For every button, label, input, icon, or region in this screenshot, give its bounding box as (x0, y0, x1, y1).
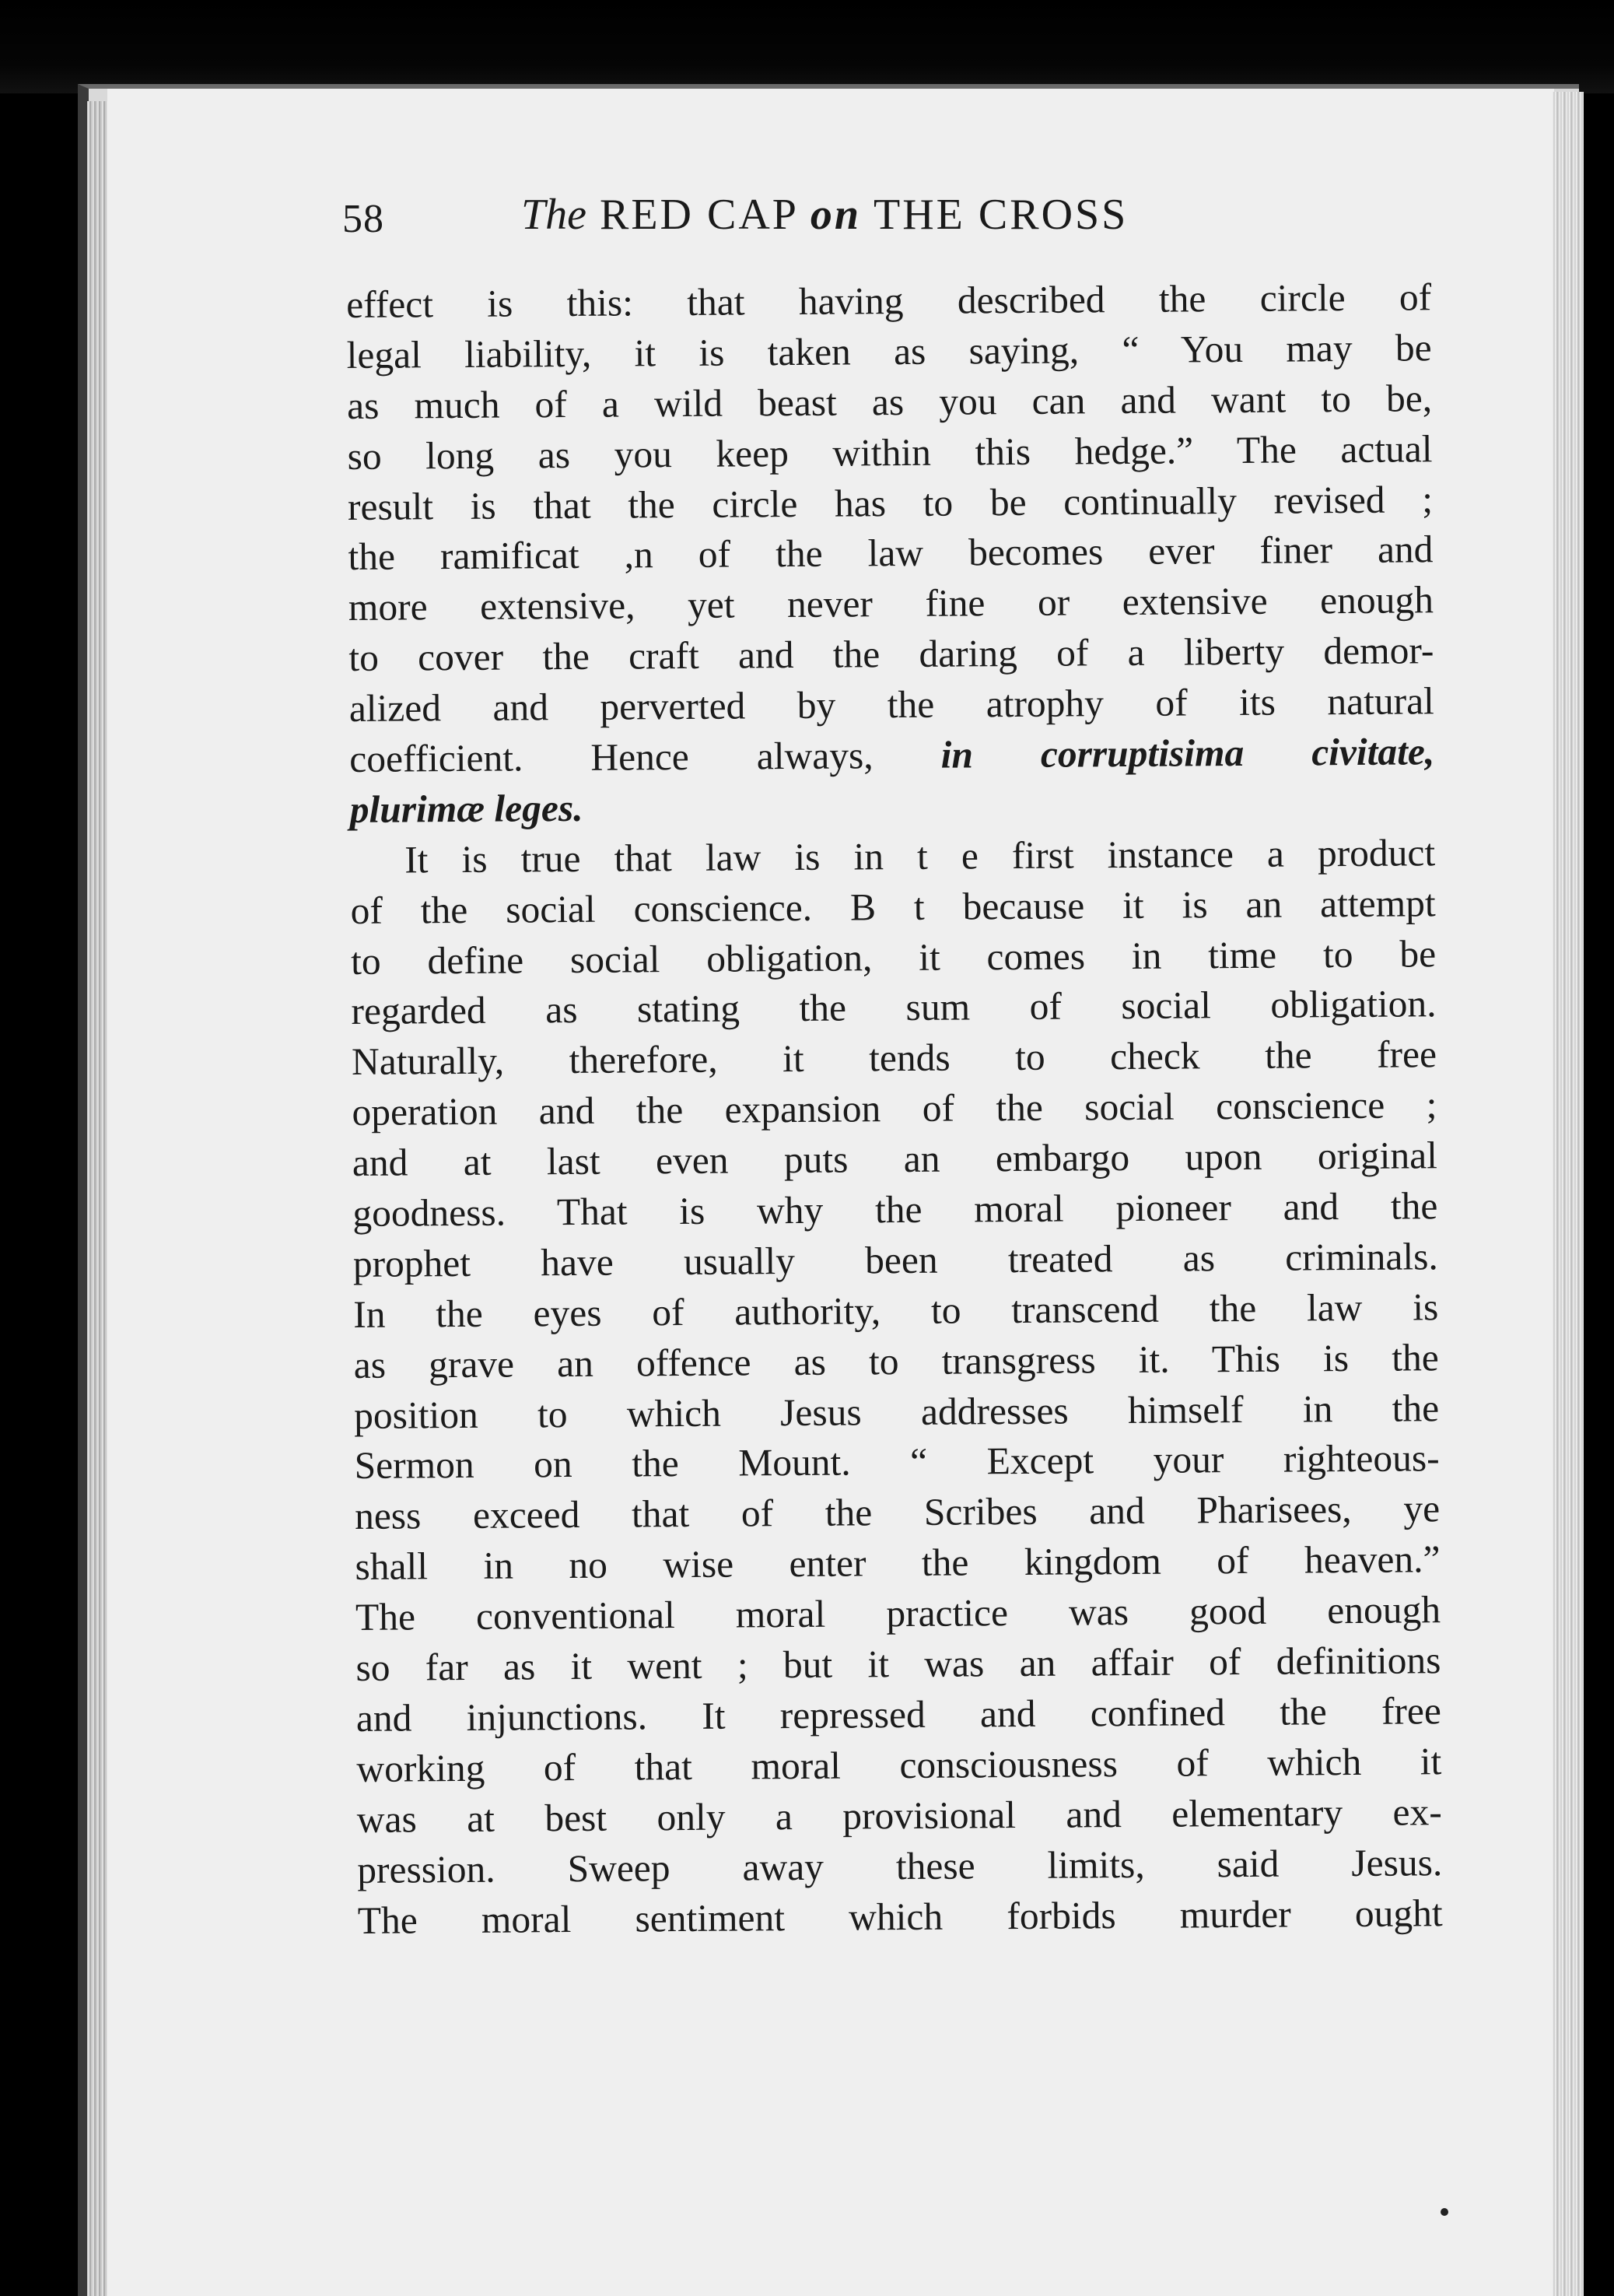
page-header (342, 190, 1276, 252)
text-line-with-latin (349, 727, 1434, 785)
text-line: more extensive, yet never fine or extensive enough (348, 578, 1434, 629)
page-number: 58 (342, 197, 384, 241)
text-line: regarded as stating the sum of social obligation. (351, 982, 1437, 1033)
text-line: and injunctions. It repressed and confined the free (355, 1689, 1442, 1740)
paragraph-first-line: It is true that law is in t e first instance a product (404, 831, 1436, 882)
page-stack-left (87, 101, 109, 2296)
text-line: operation and the expansion of the social conscience ; (352, 1083, 1437, 1134)
running-head (521, 190, 1128, 240)
scan-background (0, 0, 1614, 93)
text-line: the ramificat ,n of the law becomes ever finer and (348, 528, 1434, 579)
text-segment: coefficient. Hence always, (349, 734, 874, 780)
text-line: result is that the circle has to be continually revised ; (347, 477, 1434, 528)
latin-phrase-end: plurimæ leges. (349, 786, 583, 831)
text-line: shall in no wise enter the kingdom of heaven.” (355, 1537, 1441, 1589)
text-line: as grave an offence as to transgress it. This is the (353, 1335, 1439, 1386)
running-head-part2: THE CROSS (874, 191, 1129, 239)
text-line: pression. Sweep away these limits, said Jesus. (357, 1840, 1443, 1891)
text-line: to cover the craft and the daring of a liberty demor- (348, 629, 1434, 680)
text-line: Sermon on the Mount. “ Except your righteous- (354, 1436, 1440, 1488)
text-line: ness exceed that of the Scribes and Pharisees, ye (354, 1487, 1441, 1538)
text-line: The conventional moral practice was good enough (355, 1588, 1441, 1639)
text-line: so far as it went ; but it was an affair of definitions (355, 1639, 1441, 1690)
text-line: and at last even puts an embargo upon original (352, 1134, 1438, 1185)
latin-continuation-line (350, 777, 1435, 836)
text-line: as much of a wild beast as you can and want to be, (346, 377, 1433, 427)
text-line: In the eyes of authority, to transcend the law is (353, 1285, 1439, 1336)
text-line: goodness. That is why the moral pioneer and the (352, 1184, 1438, 1236)
running-head-on: on (810, 191, 862, 239)
text-line: was at best only a provisional and elementary ex- (356, 1789, 1442, 1841)
page-stack-right (1553, 92, 1584, 2296)
running-head-the: The (521, 191, 586, 239)
body-text (346, 272, 1443, 1946)
text-line: so long as you keep within this hedge.” The actual (347, 426, 1433, 478)
running-head-part1: RED CAP (600, 191, 797, 239)
text-line: working of that moral consciousness of which it (356, 1740, 1442, 1790)
text-line: position to which Jesus addresses himself in the (353, 1386, 1440, 1437)
text-line: effect is this: that having described the circle of (346, 275, 1432, 326)
text-line: prophet have usually been treated as criminals. (352, 1235, 1438, 1285)
text-line: The moral sentiment which forbids murder ought (357, 1891, 1443, 1942)
text-line: legal liability, it is taken as saying, “ You may be (346, 326, 1432, 377)
text-line: to define social obligation, it comes in time to be (350, 931, 1437, 983)
latin-phrase: in corruptisima civitate, (940, 730, 1435, 776)
text-line: of the social conscience. B t because it is an attempt (350, 881, 1436, 932)
text-line: alized and perverted by the atrophy of its natural (348, 679, 1435, 731)
text-line: Naturally, therefore, it tends to check the free (351, 1032, 1437, 1084)
speck-mark (1441, 2208, 1448, 2216)
